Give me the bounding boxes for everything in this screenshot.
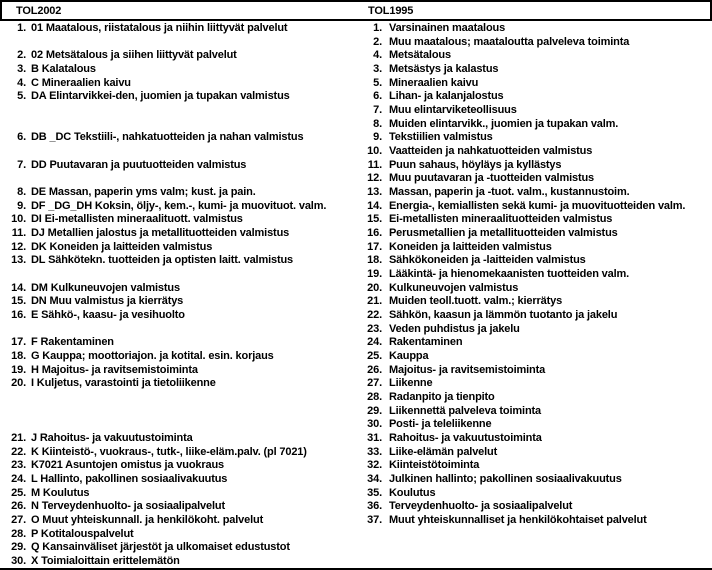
table-row [0, 486, 712, 500]
tol1995-item-number: 33. [367, 445, 382, 458]
tol1995-item-number: 25. [367, 349, 382, 362]
tol2002-item-number: 19. [11, 363, 26, 376]
tol1995-item-label: Rakentaminen [389, 336, 463, 349]
tol2002-item-label: 02 Metsätalous ja siihen liittyvät palvelut [31, 49, 237, 62]
tol2002-item-label: K Kiinteistö-, vuokraus-, tutk-, liike-eläm.palv. (pl 7021) [31, 445, 307, 458]
tol1995-item-label: Koneiden ja laitteiden valmistus [389, 240, 552, 253]
tol1995-item-number: 8. [373, 117, 382, 130]
tol1995-item-number: 21. [367, 295, 382, 308]
tol1995-item-label: Muu puutavaran ja -tuotteiden valmistus [389, 172, 595, 185]
tol2002-item-number: 27. [11, 514, 26, 527]
tol1995-item-number: 17. [367, 240, 382, 253]
table-row [0, 281, 712, 295]
tol1995-item-number: 37. [367, 514, 382, 527]
tol2002-item-number: 11. [11, 226, 26, 239]
tol1995-item-label: Koulutus [389, 486, 436, 499]
table-row [0, 294, 712, 308]
table-row [0, 21, 712, 35]
tol2002-item-label: DK Koneiden ja laitteiden valmistus [31, 240, 213, 253]
tol2002-item-number: 2. [17, 49, 26, 62]
tol1995-item-label: Muu maatalous; maataloutta palveleva toiminta [389, 35, 630, 48]
tol1995-item-label: Tekstiilien valmistus [389, 131, 493, 144]
table-header-row [0, 0, 712, 21]
table-row [0, 390, 712, 404]
tol1995-item-label: Liike-elämän palvelut [389, 445, 498, 458]
tol1995-item-label: Metsätalous [389, 49, 451, 62]
table-row [0, 226, 712, 240]
tol2002-item-label: DL Sähkötekn. tuotteiden ja optisten laitt. valmistus [31, 254, 294, 267]
tol1995-item-number: 34. [367, 473, 382, 485]
tol2002-item-label: K7021 Asuntojen omistus ja vuokraus [31, 459, 225, 472]
tol2002-item-number: 5. [17, 90, 26, 103]
tol2002-item-label: DD Puutavaran ja puutuotteiden valmistus [31, 158, 247, 171]
tol1995-item-number: 18. [367, 254, 382, 267]
tol1995-item-label: Varsinainen maatalous [389, 21, 506, 34]
tol1995-item-label: Julkinen hallinto; pakollinen sosiaalivakuutus [389, 473, 622, 485]
tol2002-item-number: 20. [11, 377, 26, 390]
tol1995-item-number: 2. [373, 35, 382, 48]
table-row [0, 76, 712, 90]
tol1995-item-number: 16. [367, 226, 382, 239]
table-row [0, 103, 712, 117]
tol1995-item-label: Majoitus- ja ravitsemistoiminta [389, 363, 546, 376]
table-row [0, 144, 712, 158]
tol2002-item-number: 29. [11, 541, 26, 554]
tol1995-item-number: 29. [367, 404, 382, 417]
tol2002-item-label: DE Massan, paperin yms valm; kust. ja pain. [31, 185, 256, 198]
tol1995-item-label: Kiinteistötoiminta [389, 459, 480, 472]
table-row [0, 335, 712, 349]
tol2002-item-label: I Kuljetus, varastointi ja tietoliikenne [31, 377, 216, 390]
tol2002-item-number: 10. [11, 213, 26, 226]
tol1995-item-number: 11. [367, 158, 382, 171]
tol1995-item-number: 3. [373, 62, 382, 75]
tol1995-item-number: 24. [367, 336, 382, 349]
tol1995-item-number: 5. [373, 76, 382, 89]
table-row [0, 431, 712, 445]
tol1995-item-label: Muiden elintarvikk., juomien ja tupakan valm. [389, 117, 619, 130]
tol2002-item-number: 16. [11, 308, 26, 321]
tol2002-item-label: DB _DC Tekstiili-, nahkatuotteiden ja nahan valmistus [31, 131, 304, 144]
tol1995-item-label: Posti- ja teleliikenne [389, 418, 492, 431]
header-tol2002: TOL2002 [16, 4, 62, 17]
tol1995-item-number: 26. [367, 363, 382, 376]
tol1995-item-number: 19. [367, 267, 382, 280]
tol2002-item-number: 14. [11, 281, 26, 294]
tol2002-item-label: P Kotitalouspalvelut [31, 527, 134, 540]
tol1995-item-label: Muiden teoll.tuott. valm.; kierrätys [389, 295, 563, 308]
tol2002-item-label: M Koulutus [31, 486, 90, 499]
tol2002-item-label: E Sähkö-, kaasu- ja vesihuolto [31, 308, 185, 321]
tol2002-item-number: 1. [17, 21, 26, 34]
tol1995-item-number: 15. [367, 213, 382, 226]
table-row [0, 349, 712, 363]
tol1995-item-number: 10. [367, 144, 382, 157]
tol1995-item-label: Radanpito ja tienpito [389, 390, 495, 403]
tol2002-item-label: DJ Metallien jalostus ja metallituotteiden valmistus [31, 226, 290, 239]
tol1995-item-number: 28. [367, 390, 382, 403]
table-row [0, 185, 712, 199]
tol2002-item-number: 24. [11, 473, 26, 485]
tol1995-item-label: Ei-metallisten mineraalituotteiden valmistus [389, 213, 613, 226]
table-row [0, 363, 712, 377]
table-row [0, 117, 712, 131]
tol2002-item-label: C Mineraalien kaivu [31, 76, 131, 89]
table-row [0, 322, 712, 336]
table-row [0, 158, 712, 172]
tol1995-item-label: Muu elintarviketeollisuus [389, 103, 517, 116]
table-row [0, 417, 712, 431]
tol2002-item-number: 7. [17, 158, 26, 171]
tol2002-item-label: Q Kansainväliset järjestöt ja ulkomaiset edustustot [31, 541, 290, 554]
tol2002-item-number: 26. [11, 500, 26, 513]
tol2002-item-label: G Kauppa; moottoriajon. ja kotital. esin. korjaus [31, 349, 274, 362]
tol1995-item-label: Kauppa [389, 349, 429, 362]
tol1995-item-label: Terveydenhuolto- ja sosiaalipalvelut [389, 500, 573, 513]
tol2002-item-number: 17. [11, 336, 26, 349]
table-row [0, 199, 712, 213]
tol2002-item-number: 6. [17, 131, 26, 144]
tol1995-item-number: 14. [367, 199, 382, 212]
tol2002-item-number: 4. [17, 76, 26, 89]
tol1995-item-label: Sähkön, kaasun ja lämmön tuotanto ja jakelu [389, 308, 618, 321]
tol2002-item-label: F Rakentaminen [31, 336, 114, 349]
tol2002-item-label: N Terveydenhuolto- ja sosiaalipalvelut [31, 500, 225, 513]
tol2002-item-label: J Rahoitus- ja vakuutustoiminta [31, 431, 193, 444]
tol1995-item-number: 27. [367, 377, 382, 390]
tol1995-item-number: 22. [367, 308, 382, 321]
table-row [0, 267, 712, 281]
tol2002-item-label: H Majoitus- ja ravitsemistoiminta [31, 363, 198, 376]
tol2002-item-label: DF _DG_DH Koksin, öljy-, kem.-, kumi- ja muovituot. valm. [31, 199, 327, 212]
tol2002-item-number: 3. [17, 62, 26, 75]
table-row [0, 253, 712, 267]
tol1995-item-label: Lihan- ja kalanjalostus [389, 90, 504, 103]
tol2002-item-number: 13. [11, 254, 26, 267]
tol1995-item-label: Liikenne [389, 377, 433, 390]
tol2002-item-number: 8. [17, 185, 26, 198]
tol1995-item-number: 6. [373, 90, 382, 103]
tol2002-item-label: DA Elintarvikkei-den, juomien ja tupakan valmistus [31, 90, 290, 103]
tol1995-item-number: 36. [367, 500, 382, 513]
table-row [0, 472, 712, 486]
table-row [0, 500, 712, 514]
table-row [0, 62, 712, 76]
tol1995-item-label: Mineraalien kaivu [389, 76, 479, 89]
tol2002-item-label: B Kalatalous [31, 62, 96, 75]
tol1995-item-number: 35. [367, 486, 382, 499]
header-tol1995: TOL1995 [368, 4, 414, 17]
tol1995-item-label: Muut yhteiskunnalliset ja henkilökohtaiset palvelut [389, 514, 647, 527]
tol1995-item-number: 12. [367, 172, 382, 185]
tol2002-item-label: L Hallinto, pakollinen sosiaalivakuutus [31, 473, 228, 485]
table-row [0, 308, 712, 322]
tol2002-item-number: 18. [11, 349, 26, 362]
tol2002-item-number: 21. [11, 431, 26, 444]
table-row [0, 89, 712, 103]
tol1995-item-label: Liikennettä palveleva toiminta [389, 404, 541, 417]
table-row [0, 376, 712, 390]
tol1995-item-number: 32. [367, 459, 382, 472]
tol2002-item-label: DM Kulkuneuvojen valmistus [31, 281, 180, 294]
tol1995-item-number: 4. [373, 49, 382, 62]
tol2002-item-number: 12. [11, 240, 26, 253]
tol1995-item-label: Lääkintä- ja hienomekaanisten tuotteiden valm. [389, 267, 630, 280]
tol1995-item-number: 31. [367, 431, 382, 444]
table-row [0, 212, 712, 226]
tol1995-item-number: 7. [373, 103, 382, 116]
table-row [0, 240, 712, 254]
tol2002-item-number: 15. [11, 295, 26, 308]
tol2002-item-label: DN Muu valmistus ja kierrätys [31, 295, 184, 308]
tol1995-item-number: 30. [367, 418, 382, 431]
tol1995-item-number: 9. [373, 131, 382, 144]
table-row [0, 459, 712, 473]
tol1995-item-label: Rahoitus- ja vakuutustoiminta [389, 431, 542, 444]
tol1995-item-number: 23. [367, 322, 382, 335]
table-row [0, 554, 712, 568]
table-row [0, 404, 712, 418]
tol1995-item-label: Energia-, kemiallisten sekä kumi- ja muovituotteiden valm. [389, 199, 686, 212]
table-row [0, 48, 712, 62]
table-row [0, 527, 712, 541]
tol1995-item-number: 20. [367, 281, 382, 294]
tol1995-item-label: Metsästys ja kalastus [389, 62, 499, 75]
tol1995-item-label: Veden puhdistus ja jakelu [389, 322, 520, 335]
tol1995-item-label: Vaatteiden ja nahkatuotteiden valmistus [389, 144, 593, 157]
table-row [0, 171, 712, 185]
tol2002-item-number: 22. [11, 445, 26, 458]
tol1995-item-label: Puun sahaus, höyläys ja kyllästys [389, 158, 562, 171]
tol1995-item-number: 13. [367, 185, 382, 198]
tol1995-item-number: 1. [373, 21, 382, 34]
tol2002-item-number: 30. [11, 555, 26, 568]
classification-rows [0, 21, 712, 568]
tol2002-item-label: 01 Maatalous, riistatalous ja niihin liittyvät palvelut [31, 21, 288, 34]
tol2002-item-label: O Muut yhteiskunnall. ja henkilökoht. palvelut [31, 514, 264, 527]
tol2002-item-label: X Toimialoittain erittelemätön [31, 555, 180, 568]
tol1995-item-label: Sähkökoneiden ja -laitteiden valmistus [389, 254, 586, 267]
tol2002-item-number: 9. [17, 199, 26, 212]
table-row [0, 513, 712, 527]
table-row [0, 445, 712, 459]
table-row [0, 541, 712, 555]
table-row [0, 130, 712, 144]
tol2002-item-number: 23. [11, 459, 26, 472]
tol1995-item-label: Massan, paperin ja -tuot. valm., kustannustoim. [389, 185, 630, 198]
tol1995-item-label: Perusmetallien ja metallituotteiden valmistus [389, 226, 618, 239]
tol2002-item-number: 25. [11, 486, 26, 499]
table-row [0, 35, 712, 49]
tol1995-item-label: Kulkuneuvojen valmistus [389, 281, 519, 294]
tol2002-item-label: DI Ei-metallisten mineraalituott. valmistus [31, 213, 243, 226]
tol2002-item-number: 28. [11, 527, 26, 540]
